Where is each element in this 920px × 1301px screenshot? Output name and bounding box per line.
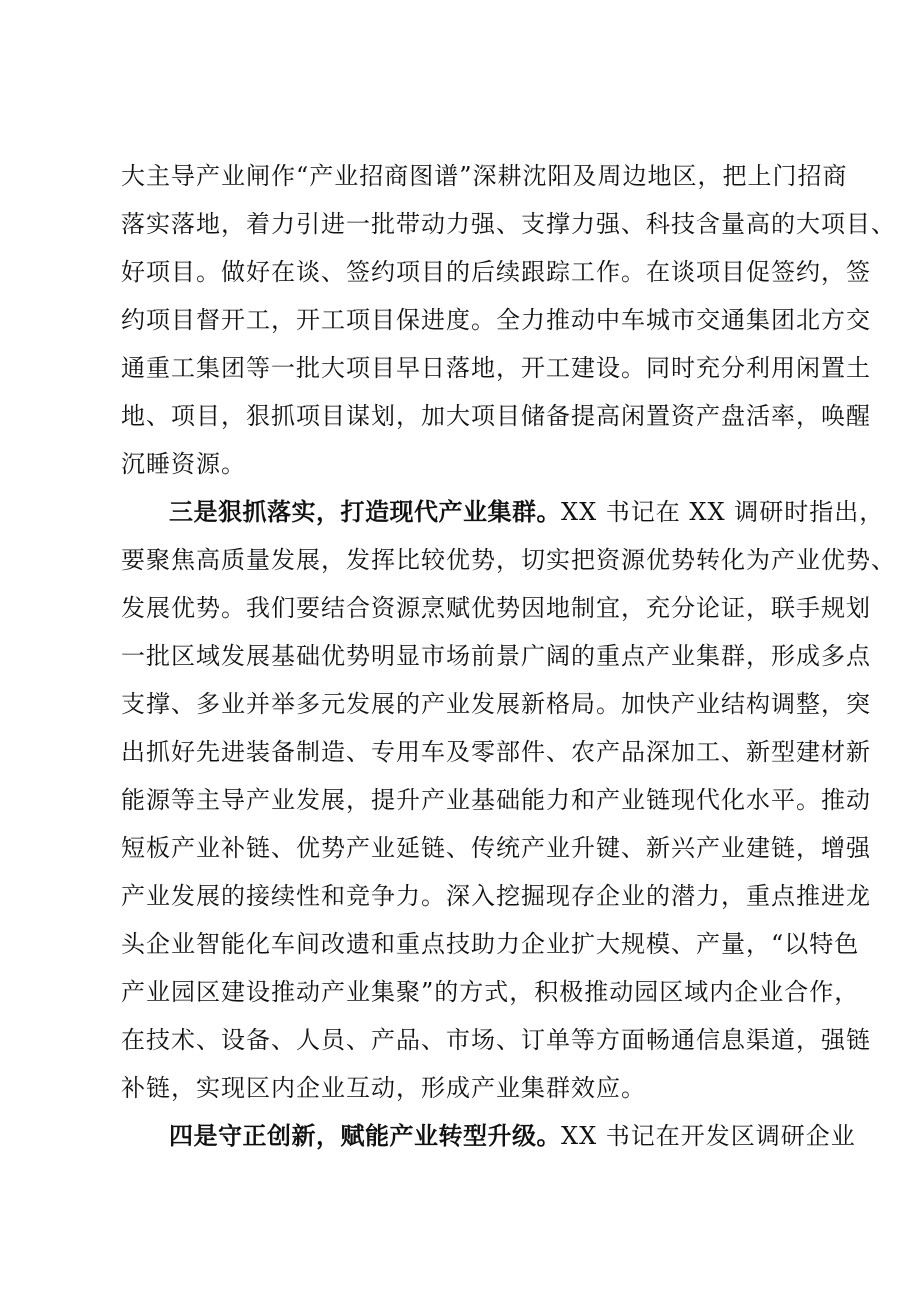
paragraph-heading: 四是守正创新，赋能产业转型升级。 [169,1122,561,1150]
paragraph-first-line [121,488,885,536]
text-line: 沉睡资源。 [121,450,246,478]
text-line: 好项目。做好在谈、签约项目的后续跟踪工作。在谈项目促签约，签 [121,258,871,286]
paragraph-3 [121,1112,856,1160]
document-body [121,152,896,1160]
text-line: 产业发展的接续性和竞争力。深入挖掘现存企业的潜力，重点推进龙 [121,882,871,910]
paragraph-heading: 三是狠抓落实，打造现代产业集群。 [169,498,561,526]
paragraph-1 [121,152,896,488]
text-line: 补链，实现区内企业互动，形成产业集群效应。 [121,1074,646,1102]
text-line: 大主导产业闸作“产业招商图谱”深耕沈阳及周边地区，把上门招商 [121,162,848,190]
text-line: 头企业智能化车间改遗和重点技助力企业扩大规模、产量，“以特色 [121,930,860,958]
text-line: 要聚焦高质量发展，发挥比较优势，切实把资源优势转化为产业优势、 [121,546,896,574]
text-run: XX 书记在开发区调研企业 [561,1122,856,1150]
text-line: 支撑、多业并举多元发展的产业发展新格局。加快产业结构调整，突 [121,690,871,718]
text-line: 能源等主导产业发展，提升产业基础能力和产业链现代化水平。推动 [121,786,871,814]
text-line: 一批区域发展基础优势明显市场前景广阔的重点产业集群，形成多点 [121,642,871,670]
text-line: 约项目督开工，开工项目保进度。全力推动中车城市交通集团北方交 [121,306,871,334]
text-line: 落实落地，着力引进一批带动力强、支撑力强、科技含量高的大项目、 [121,210,896,238]
text-line: 地、项目，狠抓项目谋划，加大项目储备提高闲置资产盘活率，唤醒 [121,402,871,430]
text-line: 通重工集团等一批大项目早日落地，开工建设。同时充分利用闲置土 [121,354,871,382]
text-run: XX 书记在 XX 调研时指出， [561,498,885,526]
paragraph-2 [121,488,896,1112]
text-line: 短板产业补链、优势产业延链、传统产业升键、新兴产业建链，增强 [121,834,871,862]
text-line: 在技术、设备、人员、产品、市场、订单等方面畅通信息渠道，强链 [121,1026,871,1054]
text-line: 产业园区建设推动产业集聚”的方式，积极推动园区域内企业合作， [121,978,860,1006]
paragraph-first-line [121,1112,856,1160]
text-line: 发展优势。我们要结合资源烹赋优势因地制宜，充分论证，联手规划 [121,594,871,622]
text-line: 出抓好先进装备制造、专用车及零部件、农产品深加工、新型建材新 [121,738,871,766]
